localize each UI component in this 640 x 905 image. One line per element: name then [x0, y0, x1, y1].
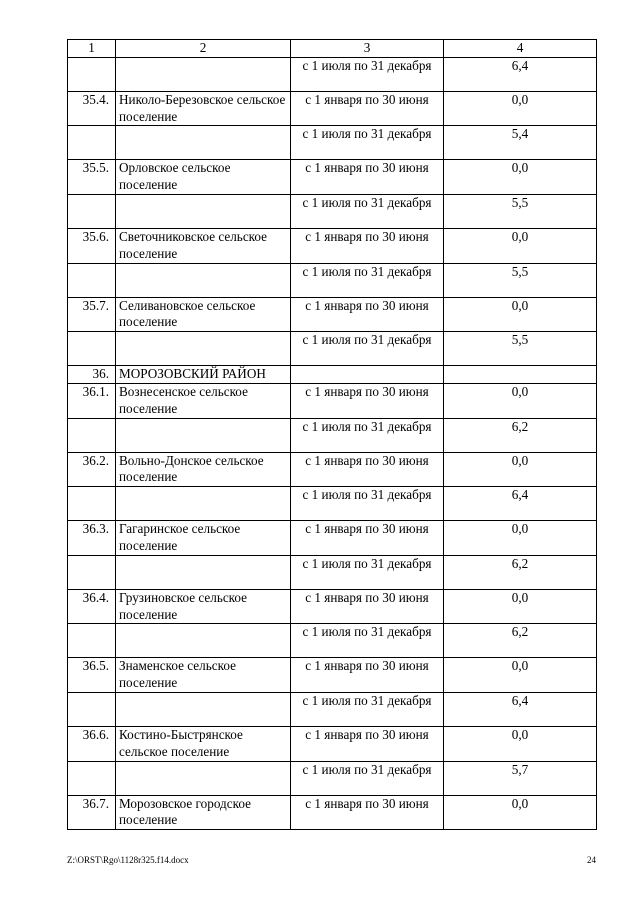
period-cell: с 1 января по 30 июня	[291, 383, 444, 418]
settlement-name-cell: Николо-Березовское сельское поселение	[116, 91, 291, 126]
settlement-name-cell	[116, 624, 291, 658]
period-cell: с 1 января по 30 июня	[291, 228, 444, 263]
period-cell: с 1 июля по 31 декабря	[291, 418, 444, 452]
period-cell: с 1 января по 30 июня	[291, 521, 444, 556]
value-cell	[444, 366, 597, 384]
table-row	[68, 228, 597, 263]
value-cell: 6,4	[444, 487, 597, 521]
period-cell: с 1 июля по 31 декабря	[291, 555, 444, 589]
table-row	[68, 297, 597, 332]
row-number-cell	[68, 263, 116, 297]
settlement-name-cell	[116, 332, 291, 366]
settlement-name-cell: Светочниковское сельское поселение	[116, 228, 291, 263]
row-number-cell: 36.	[68, 366, 116, 384]
row-number-cell: 35.4.	[68, 91, 116, 126]
table-row	[68, 263, 597, 297]
period-cell: с 1 января по 30 июня	[291, 91, 444, 126]
period-cell: с 1 июля по 31 декабря	[291, 692, 444, 726]
table-row	[68, 418, 597, 452]
period-cell: с 1 января по 30 июня	[291, 452, 444, 487]
period-cell: с 1 июля по 31 декабря	[291, 761, 444, 795]
table-row	[68, 160, 597, 195]
table-row	[68, 383, 597, 418]
value-cell: 5,5	[444, 263, 597, 297]
value-cell: 6,4	[444, 692, 597, 726]
table-row	[68, 692, 597, 726]
data-table	[67, 39, 597, 830]
settlement-name-cell: Селивановское сельское поселение	[116, 297, 291, 332]
period-cell: с 1 января по 30 июня	[291, 297, 444, 332]
settlement-name-cell: Костино-Быстрянское сельское поселение	[116, 726, 291, 761]
row-number-cell	[68, 555, 116, 589]
table-row	[68, 555, 597, 589]
settlement-name-cell: Вознесенское сельское поселение	[116, 383, 291, 418]
column-header: 2	[116, 40, 291, 58]
row-number-cell	[68, 761, 116, 795]
settlement-name-cell	[116, 57, 291, 91]
column-header: 4	[444, 40, 597, 58]
row-number-cell	[68, 194, 116, 228]
value-cell: 0,0	[444, 452, 597, 487]
table-row	[68, 91, 597, 126]
value-cell: 0,0	[444, 383, 597, 418]
table-row	[68, 795, 597, 830]
section-row	[68, 366, 597, 384]
value-cell: 5,5	[444, 194, 597, 228]
period-cell: с 1 января по 30 июня	[291, 589, 444, 624]
table-header-row	[68, 40, 597, 58]
table-row	[68, 487, 597, 521]
row-number-cell: 36.4.	[68, 589, 116, 624]
row-number-cell: 36.6.	[68, 726, 116, 761]
value-cell: 0,0	[444, 658, 597, 693]
value-cell: 0,0	[444, 521, 597, 556]
table-row	[68, 452, 597, 487]
row-number-cell: 35.6.	[68, 228, 116, 263]
settlement-name-cell	[116, 126, 291, 160]
table-row	[68, 521, 597, 556]
period-cell: с 1 июля по 31 декабря	[291, 487, 444, 521]
period-cell: с 1 июля по 31 декабря	[291, 194, 444, 228]
row-number-cell: 36.5.	[68, 658, 116, 693]
table-body	[68, 40, 597, 830]
row-number-cell	[68, 126, 116, 160]
column-header: 3	[291, 40, 444, 58]
value-cell: 5,5	[444, 332, 597, 366]
period-cell: с 1 июля по 31 декабря	[291, 332, 444, 366]
row-number-cell	[68, 624, 116, 658]
period-cell: с 1 июля по 31 декабря	[291, 263, 444, 297]
period-cell: с 1 января по 30 июня	[291, 160, 444, 195]
settlement-name-cell: Знаменское сельское поселение	[116, 658, 291, 693]
row-number-cell: 36.1.	[68, 383, 116, 418]
settlement-name-cell	[116, 761, 291, 795]
period-cell	[291, 366, 444, 384]
period-cell: с 1 июля по 31 декабря	[291, 57, 444, 91]
row-number-cell: 35.7.	[68, 297, 116, 332]
value-cell: 0,0	[444, 795, 597, 830]
table-row	[68, 658, 597, 693]
row-number-cell	[68, 57, 116, 91]
settlement-name-cell	[116, 263, 291, 297]
footer-file-path: Z:\ORST\Rgo\1128r325.f14.docx	[67, 855, 189, 865]
row-number-cell	[68, 332, 116, 366]
table-row	[68, 194, 597, 228]
settlement-name-cell: Гагаринское сельское поселение	[116, 521, 291, 556]
settlement-name-cell: Грузиновское сельское поселение	[116, 589, 291, 624]
value-cell: 0,0	[444, 228, 597, 263]
row-number-cell: 36.3.	[68, 521, 116, 556]
value-cell: 0,0	[444, 589, 597, 624]
settlement-name-cell	[116, 555, 291, 589]
value-cell: 6,2	[444, 624, 597, 658]
footer-page-number: 24	[587, 855, 596, 865]
value-cell: 6,2	[444, 555, 597, 589]
settlement-name-cell: МОРОЗОВСКИЙ РАЙОН	[116, 366, 291, 384]
value-cell: 0,0	[444, 297, 597, 332]
period-cell: с 1 января по 30 июня	[291, 726, 444, 761]
table-row	[68, 624, 597, 658]
value-cell: 6,4	[444, 57, 597, 91]
table-row	[68, 57, 597, 91]
value-cell: 6,2	[444, 418, 597, 452]
value-cell: 0,0	[444, 726, 597, 761]
value-cell: 0,0	[444, 160, 597, 195]
table-row	[68, 332, 597, 366]
value-cell: 0,0	[444, 91, 597, 126]
settlement-name-cell	[116, 487, 291, 521]
period-cell: с 1 января по 30 июня	[291, 795, 444, 830]
settlement-name-cell	[116, 194, 291, 228]
settlement-name-cell: Орловское сельское поселение	[116, 160, 291, 195]
table-row	[68, 761, 597, 795]
row-number-cell	[68, 692, 116, 726]
period-cell: с 1 июля по 31 декабря	[291, 126, 444, 160]
value-cell: 5,7	[444, 761, 597, 795]
row-number-cell: 35.5.	[68, 160, 116, 195]
row-number-cell	[68, 487, 116, 521]
table-row	[68, 589, 597, 624]
column-header: 1	[68, 40, 116, 58]
settlement-name-cell: Морозовское городское поселение	[116, 795, 291, 830]
row-number-cell: 36.2.	[68, 452, 116, 487]
period-cell: с 1 января по 30 июня	[291, 658, 444, 693]
settlement-name-cell	[116, 692, 291, 726]
settlement-name-cell	[116, 418, 291, 452]
value-cell: 5,4	[444, 126, 597, 160]
settlement-name-cell: Вольно-Донское сельское поселение	[116, 452, 291, 487]
period-cell: с 1 июля по 31 декабря	[291, 624, 444, 658]
table-row	[68, 126, 597, 160]
table-row	[68, 726, 597, 761]
row-number-cell: 36.7.	[68, 795, 116, 830]
row-number-cell	[68, 418, 116, 452]
